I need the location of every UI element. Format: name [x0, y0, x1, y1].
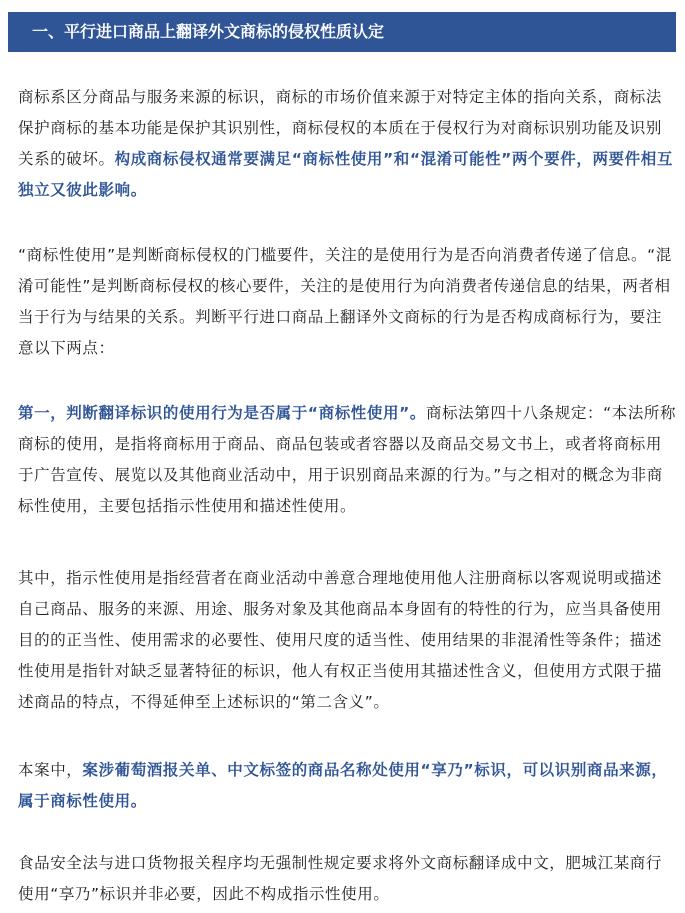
paragraph-text: 本案中，: [18, 761, 83, 779]
paragraph-text: 其中，指示性使用是指经营者在商业活动中善意合理地使用他人注册商标以客观说明或描述自己商品、服务的来源、用途、服务对象及其他商品本身固有的特性的行为，应当具备使用目的的正当性、使用需求的必要性、使用尺度的适当性、使用结果的非混淆性等条件；描述性使用是指针对缺乏显著特征的标识，他人有权正当使用其描述性含义，但使用方式限于描述商品的特点，不得延伸至上述标识的“第二含义”。: [18, 569, 663, 711]
paragraph-trademark-function: [18, 82, 678, 206]
paragraph-text: 商标法第四十八条规定：“本法所称商标的使用，是指将商标用于商品、商品包装或者容器以及商品交易文书上，或者将商标用于广告宣传、展览以及其他商业活动中，用于识别商品来源的行为。”与之相对的概念为非商标性使用，主要包括指示性使用和描述性使用。: [18, 404, 677, 515]
paragraph-point-one: [18, 398, 678, 522]
paragraph-text: 食品安全法与进口货物报关程序均无强制性规定要求将外文商标翻译成中文，肥城江某商行使用“享乃”标识并非必要，因此不构成指示性使用。: [18, 854, 663, 903]
paragraph-case-finding: [18, 755, 678, 817]
section-header: 一、平行进口商品上翻译外文商标的侵权性质认定: [8, 12, 676, 52]
paragraph-conclusion: [18, 848, 678, 910]
highlighted-text: 构成商标侵权通常要满足“商标性使用”和“混淆可能性”两个要件，两要件相互独立又彼此影响。: [18, 150, 673, 199]
paragraph-trademark-use: [18, 240, 678, 364]
highlighted-text: 案涉葡萄酒报关单、中文标签的商品名称处使用“享乃”标识，可以识别商品来源，属于商标性使用。: [18, 761, 668, 810]
highlighted-text: 第一，判断翻译标识的使用行为是否属于“商标性使用”。: [18, 404, 426, 422]
paragraph-text: “商标性使用”是判断商标侵权的门槛要件，关注的是使用行为是否向消费者传递了信息。“混淆可能性”是判断商标侵权的核心要件，关注的是使用行为向消费者传递信息的结果，两者相当于行为与结果的关系。判断平行进口商品上翻译外文商标的行为是否构成商标行为，要注意以下两点：: [18, 246, 672, 357]
paragraph-text: 商标系区分商品与服务来源的标识，商标的市场价值来源于对特定主体的指向关系，商标法保护商标的基本功能是保护其识别性，商标侵权的本质在于侵权行为对商标识别功能及识别关系的破坏。: [18, 88, 663, 168]
paragraph-indicative-use: [18, 563, 678, 718]
